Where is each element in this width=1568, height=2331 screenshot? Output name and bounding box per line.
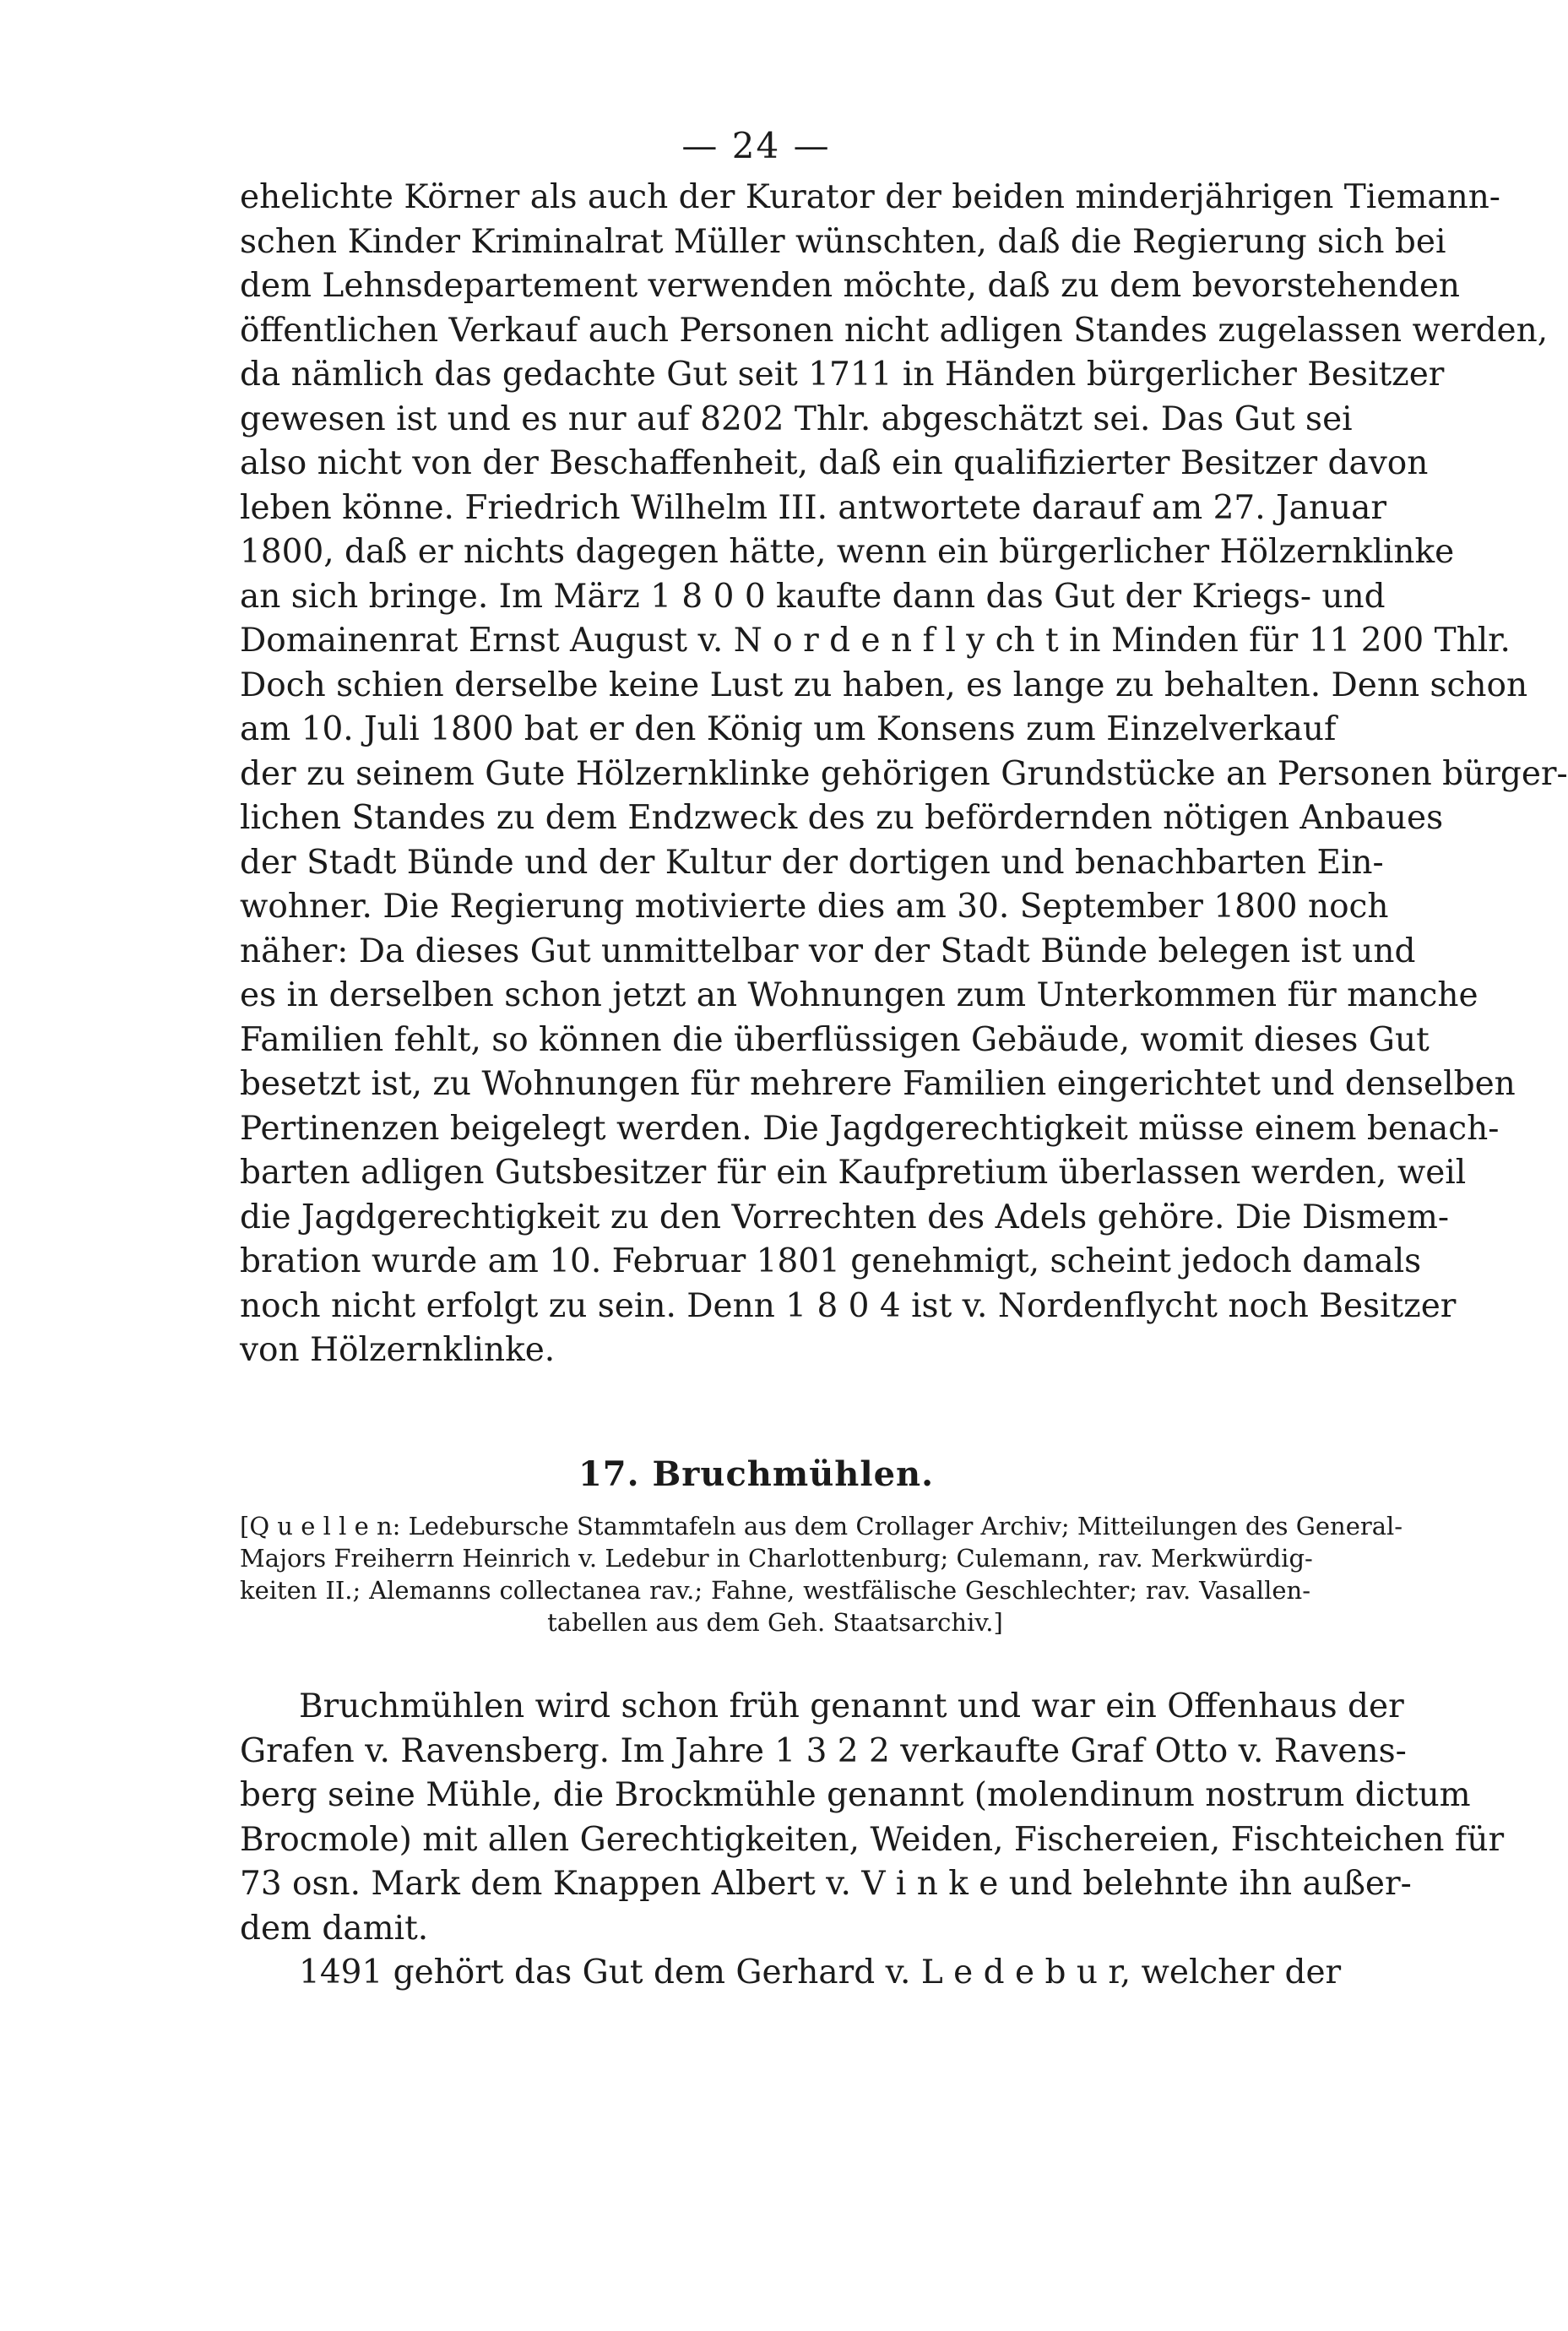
text-line: Familien fehlt, so können die überflüssigen Gebäude, womit dieses Gut (240, 1020, 1430, 1059)
paragraph-hoelzernklinke (240, 176, 1568, 1373)
text-line: es in derselben schon jetzt an Wohnungen zum Unterkommen für manche (240, 976, 1478, 1014)
page-number: — 24 — (681, 125, 831, 166)
text-line: noch nicht erfolgt zu sein. Denn 1 8 0 4 ist v. Nordenflycht noch Besitzer (240, 1286, 1457, 1325)
text-line: dem damit. (240, 1909, 429, 1948)
sources-line: tabellen aus dem Geh. Staatsarchiv.] (547, 1608, 1003, 1637)
text-line: also nicht von der Beschaffenheit, daß ein qualifizierter Besitzer davon (240, 444, 1429, 482)
text-line: ehelichte Körner als auch der Kurator der beiden minderjährigen Tiemann- (240, 178, 1500, 216)
text-line: leben könne. Friedrich Wilhelm III. antwortete darauf am 27. Januar (240, 488, 1387, 527)
text-line: Domainenrat Ernst August v. N o r d e n f l y ch t in Minden für 11 200 Thlr. (240, 622, 1511, 660)
text-line: Bruchmühlen wird schon früh genannt und war ein Offenhaus der (299, 1687, 1404, 1725)
sources-line: [Q u e l l e n: Ledebursche Stammtafeln aus dem Crollager Archiv; Mitteilungen des General- (240, 1512, 1403, 1540)
text-line: da nämlich das gedachte Gut seit 1711 in Händen bürgerlicher Besitzer (240, 356, 1445, 394)
text-line: 73 osn. Mark dem Knappen Albert v. V i n k e und belehnte ihn außer- (240, 1865, 1412, 1903)
text-line: 1491 gehört das Gut dem Gerhard v. L e d e b u r, welcher der (299, 1953, 1342, 1991)
text-line: öffentlichen Verkauf auch Personen nicht adligen Standes zugelassen werden, (240, 311, 1549, 350)
section-heading: 17. Bruchmühlen. (578, 1454, 935, 1494)
text-line: Brocmole) mit allen Gerechtigkeiten, Weiden, Fischereien, Fischteichen für (240, 1820, 1505, 1859)
text-line: barten adligen Gutsbesitzer für ein Kaufpretium überlassen werden, weil (240, 1154, 1467, 1192)
text-line: wohner. Die Regierung motivierte dies am 30. September 1800 noch (240, 888, 1389, 926)
text-line: lichen Standes zu dem Endzweck des zu befördernden nötigen Anbaues (240, 799, 1444, 837)
text-line: der zu seinem Gute Hölzernklinke gehörigen Grundstücke an Personen bürger- (240, 754, 1568, 793)
text-line: gewesen ist und es nur auf 8202 Thlr. abgeschätzt sei. Das Gut sei (240, 399, 1353, 438)
text-line: Grafen v. Ravensberg. Im Jahre 1 3 2 2 verkaufte Graf Otto v. Ravens- (240, 1731, 1407, 1770)
text-line: am 10. Juli 1800 bat er den König um Konsens zum Einzelverkauf (240, 710, 1337, 748)
sources-line: keiten II.; Alemanns collectanea rav.; Fahne, westfälische Geschlechter; rav. Vasallen- (240, 1576, 1310, 1605)
text-line: schen Kinder Kriminalrat Müller wünschten, daß die Regierung sich bei (240, 222, 1446, 261)
paragraph-bruchmuehlen (240, 1685, 1505, 1996)
text-line: dem Lehnsdepartement verwenden möchte, daß zu dem bevorstehenden (240, 267, 1461, 305)
text-line: näher: Da dieses Gut unmittelbar vor der Stadt Bünde belegen ist und (240, 932, 1416, 970)
text-line: bration wurde am 10. Februar 1801 genehmigt, scheint jedoch damals (240, 1242, 1422, 1280)
text-line: Doch schien derselbe keine Lust zu haben, es lange zu behalten. Denn schon (240, 666, 1528, 704)
text-line: die Jagdgerechtigkeit zu den Vorrechten des Adels gehöre. Die Dismem- (240, 1198, 1450, 1236)
text-line: 1800, daß er nichts dagegen hätte, wenn ein bürgerlicher Hölzernklinke (240, 533, 1455, 571)
text-line: berg seine Mühle, die Brockmühle genannt (molendinum nostrum dictum (240, 1776, 1471, 1814)
text-line: besetzt ist, zu Wohnungen für mehrere Familien eingerichtet und denselben (240, 1065, 1516, 1103)
sources-note (240, 1510, 1403, 1638)
text-line: von Hölzernklinke. (240, 1331, 556, 1369)
text-line: der Stadt Bünde und der Kultur der dortigen und benachbarten Ein- (240, 843, 1384, 882)
text-line: Pertinenzen beigelegt werden. Die Jagdgerechtigkeit müsse einem benach- (240, 1109, 1500, 1148)
text-line: an sich bringe. Im März 1 8 0 0 kaufte dann das Gut der Kriegs- und (240, 577, 1386, 616)
sources-line: Majors Freiherrn Heinrich v. Ledebur in Charlottenburg; Culemann, rav. Merkwürdig- (240, 1544, 1313, 1573)
